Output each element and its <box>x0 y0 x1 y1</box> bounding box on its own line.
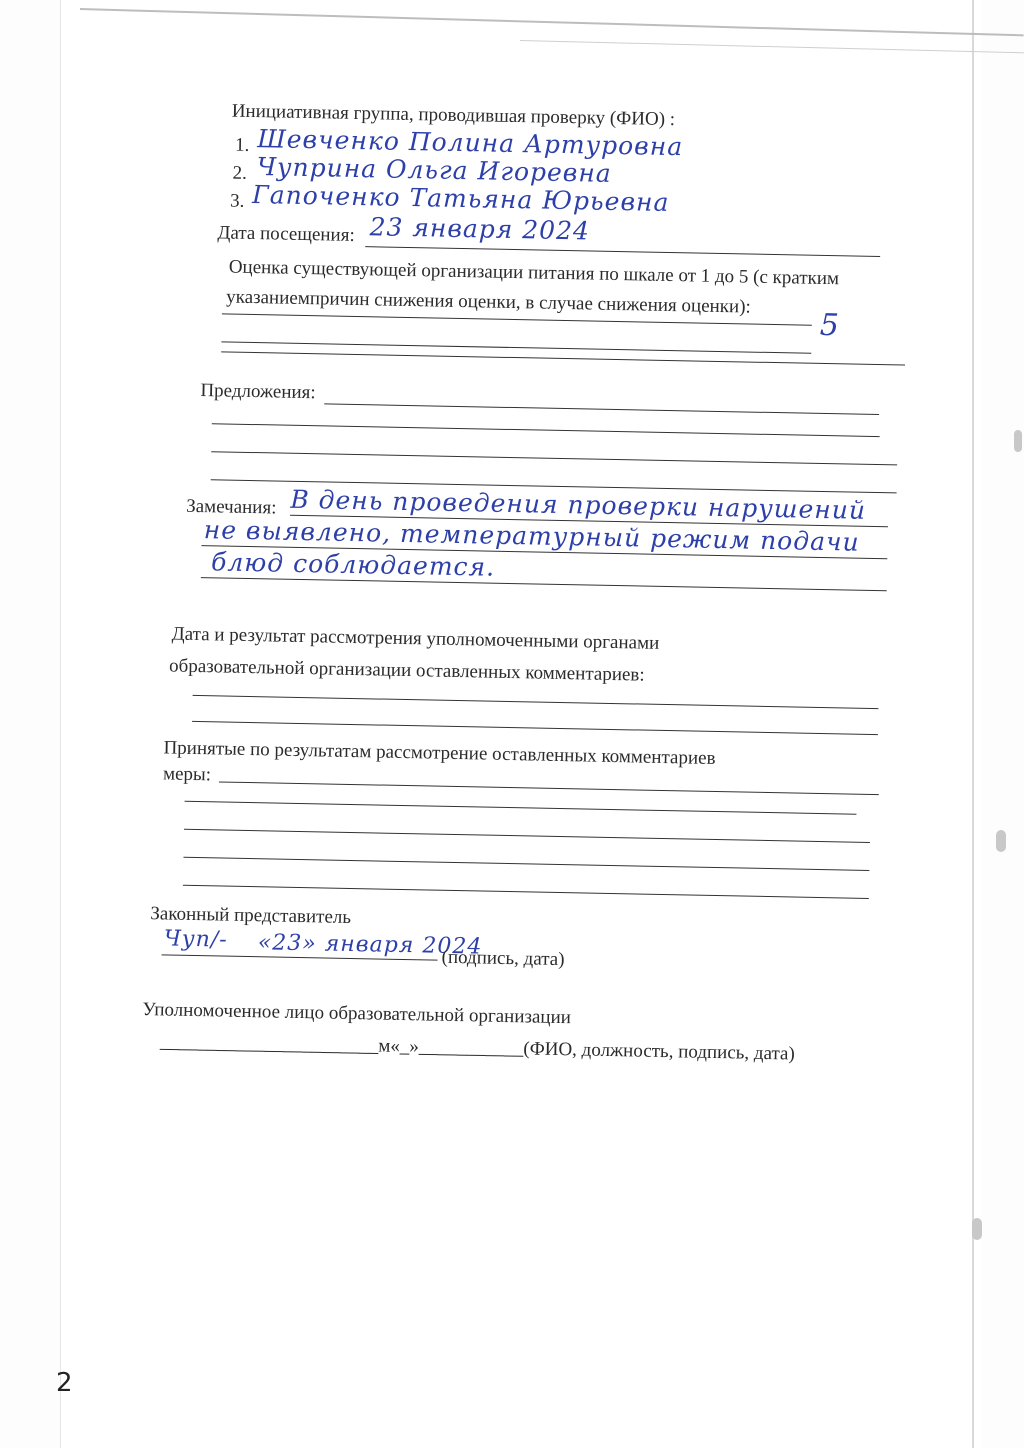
review-label-line2: образовательной организации оставленных комментариев: <box>168 655 645 686</box>
representative-label: Законный представитель <box>150 903 352 929</box>
form-content <box>131 100 930 1115</box>
review-label-line1: Дата и результат рассмотрения уполномоченными органами <box>171 623 660 654</box>
measures-underline <box>219 781 879 795</box>
remarks-handwritten-line3: блюд соблюдается. <box>210 547 496 582</box>
representative-suffix: (подпись, дата) <box>441 946 565 971</box>
measures-underline <box>183 857 869 871</box>
rating-value-handwritten: 5 <box>819 307 841 344</box>
visit-date-label: Дата посещения: <box>217 222 355 246</box>
binder-hole-mark <box>996 830 1006 852</box>
initiative-group-label: Инициативная группа, проводившая проверку (ФИО) : <box>231 100 676 131</box>
member-name-handwritten: Чуприна Ольга Игоревна <box>256 152 613 188</box>
measures-underline <box>185 801 857 815</box>
remarks-label: Замечания: <box>186 495 277 519</box>
member-number: 2. <box>232 162 248 184</box>
rating-label-line2: указаниемпричин снижения оценки, в случае снижения оценки): <box>226 286 751 318</box>
authorized-label: Уполномоченное лицо образовательной организации <box>142 999 572 1029</box>
representative-signature-handwritten: Чуп/- <box>163 926 228 953</box>
measures-label-line2: меры: <box>162 763 212 786</box>
authorized-signature-line: _______________________м«_»___________(ФИО, должность, подпись, дата) <box>159 1031 796 1065</box>
remarks-handwritten-line1: В день проведения проверки нарушений <box>290 484 867 525</box>
binder-hole-mark <box>972 1218 982 1240</box>
member-name-handwritten: Гапоченко Татьяна Юрьевна <box>251 179 670 217</box>
measures-underline <box>184 829 870 843</box>
binder-hole-mark <box>1014 430 1022 452</box>
proposals-underline <box>212 423 880 437</box>
representative-date-handwritten: «23» января 2024 <box>257 930 483 960</box>
proposals-underline <box>211 451 897 465</box>
rating-label-line1: Оценка существующей организации питания по шкале от 1 до 5 (с кратким <box>228 256 840 290</box>
measures-underline <box>183 885 869 899</box>
page-number: 2 <box>56 1368 73 1398</box>
member-name-handwritten: Шевченко Полина Артуровна <box>257 124 684 162</box>
proposals-label: Предложения: <box>200 380 316 404</box>
remarks-handwritten-line2: не выявлено, температурный режим подачи <box>203 515 860 557</box>
remarks-underline <box>201 577 887 591</box>
review-underline <box>192 721 878 735</box>
proposals-underline <box>324 403 879 415</box>
member-number: 3. <box>229 190 245 212</box>
visit-date-underline <box>365 246 880 257</box>
measures-label-line1: Принятые по результатам рассмотрение оставленных комментариев <box>163 737 716 769</box>
member-number: 1. <box>234 134 250 156</box>
rating-underline <box>221 341 811 353</box>
visit-date-handwritten: 23 января 2024 <box>369 212 591 246</box>
review-underline <box>193 695 879 709</box>
